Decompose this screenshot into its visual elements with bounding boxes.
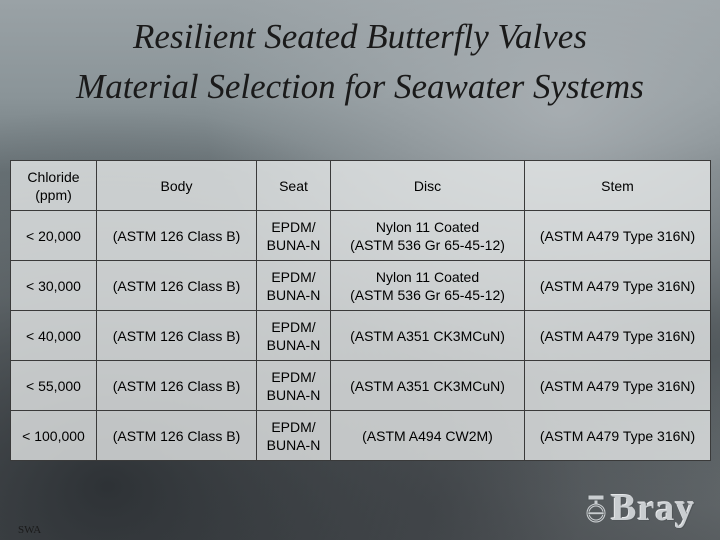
seat-line-2: BUNA-N (266, 286, 321, 303)
title-line-2: Material Selection for Seawater Systems (76, 67, 644, 106)
bray-logo-text: Bray (611, 487, 696, 529)
table-header-row (11, 161, 711, 211)
cell-disc (331, 311, 525, 361)
table-row (11, 411, 711, 461)
cell-seat (257, 411, 331, 461)
cell-stem: (ASTM A479 Type 316N) (525, 361, 711, 411)
seat-line-1: EPDM/ (271, 368, 316, 385)
cell-disc (331, 361, 525, 411)
cell-disc (331, 261, 525, 311)
bray-valve-logo-icon (585, 493, 607, 523)
title-line-1: Resilient Seated Butterfly Valves (133, 17, 587, 56)
cell-body: (ASTM 126 Class B) (97, 411, 257, 461)
cell-body: (ASTM 126 Class B) (97, 261, 257, 311)
cell-seat (257, 261, 331, 311)
seat-line-2: BUNA-N (266, 236, 321, 253)
disc-line-1: Nylon 11 Coated (375, 268, 480, 285)
header-disc: Disc (331, 161, 525, 211)
cell-body: (ASTM 126 Class B) (97, 311, 257, 361)
header-stem: Stem (525, 161, 711, 211)
disc-line-2: (ASTM 536 Gr 65-45-12) (350, 236, 505, 253)
cell-stem: (ASTM A479 Type 316N) (525, 311, 711, 361)
cell-chloride: < 55,000 (11, 361, 97, 411)
header-body: Body (97, 161, 257, 211)
seat-line-2: BUNA-N (266, 336, 321, 353)
seat-line-2: BUNA-N (266, 386, 321, 403)
disc-line-2: (ASTM 536 Gr 65-45-12) (350, 286, 505, 303)
material-selection-table (10, 160, 711, 461)
cell-chloride: < 30,000 (11, 261, 97, 311)
cell-stem: (ASTM A479 Type 316N) (525, 411, 711, 461)
seat-line-1: EPDM/ (271, 318, 316, 335)
cell-seat (257, 311, 331, 361)
disc-line-1: (ASTM A351 CK3MCuN) (350, 377, 505, 394)
disc-line-1: (ASTM A351 CK3MCuN) (350, 327, 505, 344)
author-initials: SWA (18, 524, 42, 536)
disc-line-1: (ASTM A494 CW2M) (362, 427, 493, 444)
table-row (11, 261, 711, 311)
cell-chloride: < 100,000 (11, 411, 97, 461)
cell-seat (257, 361, 331, 411)
cell-seat (257, 211, 331, 261)
cell-chloride: < 40,000 (11, 311, 97, 361)
table-row (11, 211, 711, 261)
seat-line-1: EPDM/ (271, 268, 316, 285)
seat-line-2: BUNA-N (266, 436, 321, 453)
cell-stem: (ASTM A479 Type 316N) (525, 211, 711, 261)
cell-chloride: < 20,000 (11, 211, 97, 261)
cell-stem: (ASTM A479 Type 316N) (525, 261, 711, 311)
cell-disc (331, 211, 525, 261)
slide-title (0, 12, 720, 112)
seat-line-1: EPDM/ (271, 218, 316, 235)
cell-body: (ASTM 126 Class B) (97, 361, 257, 411)
disc-line-1: Nylon 11 Coated (375, 218, 480, 235)
table-row (11, 361, 711, 411)
table-row (11, 311, 711, 361)
cell-disc (331, 411, 525, 461)
cell-body: (ASTM 126 Class B) (97, 211, 257, 261)
seat-line-1: EPDM/ (271, 418, 316, 435)
bray-logo (585, 488, 695, 528)
header-seat: Seat (257, 161, 331, 211)
header-chloride: Chloride (ppm) (11, 161, 97, 211)
